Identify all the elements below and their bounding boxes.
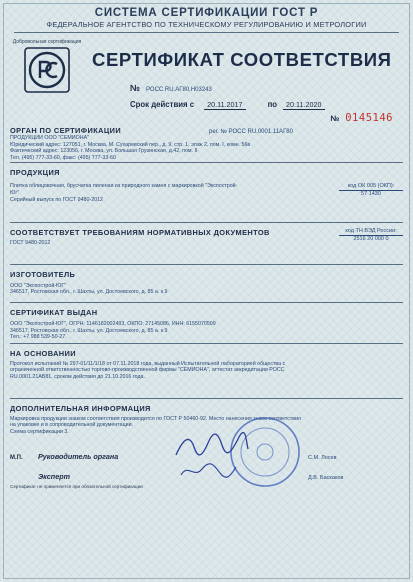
tn-code-block: [339, 228, 403, 242]
tn-label: код ТН ВЭД России:: [339, 228, 403, 236]
product-line: Серийный выпуск по ГОСТ 9480-2012: [10, 196, 103, 203]
manufacturer-line: 346517, Ростовская обл., г. Шахты, ул. Достоевского, д. 85 а. к.9: [10, 289, 168, 296]
basis-line: Протокол испытаний № 297-01/11/1/18 от 07.11.2018 года, выданный Испытательной лабораторией общества с: [10, 360, 286, 367]
additional-title: ДОПОЛНИТЕЛЬНАЯ ИНФОРМАЦИЯ: [10, 403, 151, 413]
basis-section: [10, 349, 403, 399]
issued-line: 346517, Ростовская обл., г. Шахты, ул. Достоевского, д. 85 а. к.9: [10, 327, 168, 334]
expert-label: Эксперт: [38, 472, 70, 482]
serial-label: №: [330, 114, 340, 123]
expert-signature-icon: [178, 461, 238, 481]
logo-caption: Добровольная сертификация: [12, 39, 82, 45]
product-line: Юг": [10, 189, 20, 196]
head-signature-slot: [158, 439, 268, 461]
validity-row: [130, 100, 403, 110]
date-to: 20.11.2020: [283, 100, 324, 110]
divider: [10, 302, 403, 303]
issued-line: Тел.: +7 988 539-50-27.: [10, 334, 67, 341]
divider: [10, 398, 403, 399]
organ-line: Тел. (495) 777-33-60, факс: (495) 777-33-60: [10, 154, 116, 161]
registration-number-row: [130, 83, 403, 93]
validity-label: Срок действия с: [130, 100, 195, 109]
certificate-title: СЕРТИФИКАТ СООТВЕТСТВИЯ: [92, 49, 392, 70]
to-label: по: [267, 100, 278, 109]
normative-doc: ГОСТ 9480-2012: [10, 240, 51, 247]
agency-name: ФЕДЕРАЛЬНОЕ АГЕНТСТВО ПО ТЕХНИЧЕСКОМУ РЕГУЛИРОВАНИЮ И МЕТРОЛОГИИ: [14, 20, 399, 33]
serial-number: 0145146: [345, 112, 393, 124]
product-title: ПРОДУКЦИЯ: [10, 168, 60, 178]
divider: [10, 343, 403, 344]
divider: [10, 222, 403, 223]
head-signature-icon: [172, 431, 252, 461]
additional-line: Схема сертификации 3.: [10, 428, 69, 435]
divider: [10, 264, 403, 265]
normative-section: [10, 228, 403, 265]
manufacturer-title: ИЗГОТОВИТЕЛЬ: [10, 269, 76, 279]
issued-section: [10, 308, 403, 344]
organ-line: Фактический адрес: 123056, г. Москва, ул. Большая Грузинская, д.42, пом. II: [10, 148, 198, 155]
manufacturer-line: ООО "Экспострой-ЮГ": [10, 282, 67, 289]
mp-label: М.П.: [10, 455, 23, 462]
manufacturer-section: [10, 270, 403, 303]
organ-line: ПРОДУКЦИИ ООО "СЕМИОНА": [10, 135, 89, 141]
normative-title: СООТВЕТСТВУЕТ ТРЕБОВАНИЯМ НОРМАТИВНЫХ ДОКУМЕНТОВ: [10, 228, 270, 238]
rst-logo-icon: [24, 47, 70, 93]
organ-title: ОРГАН ПО СЕРТИФИКАЦИИ: [10, 126, 122, 135]
organ-reg: рег. № РОСС RU.0001.11АГ80: [209, 129, 293, 135]
okp-label: код ОК 005 (ОКП):: [339, 183, 403, 191]
expert-signature-row: [10, 467, 403, 481]
organ-section: [10, 126, 403, 163]
head-signature-row: [10, 439, 403, 461]
issued-title: СЕРТИФИКАТ ВЫДАН: [10, 307, 98, 317]
expert-name: Д.В. Баскаков: [308, 475, 344, 482]
basis-line: ограниченной ответственностью торгово-производственной фирмы "СЕМИОНА", аттестат аккредитации РОСС: [10, 367, 285, 374]
basis-line: RU.0001.21АВ81, сроком действия до 21.10.2016 года.: [10, 373, 145, 380]
serial-row: [10, 112, 403, 124]
system-title: СИСТЕМА СЕРТИФИКАЦИИ ГОСТ Р: [94, 7, 319, 19]
expert-signature-slot: [158, 467, 268, 481]
footer-note: Сертификат не применяется при обязательной сертификации: [10, 484, 143, 490]
additional-line: на упаковке и в сопроводительной документации.: [10, 422, 134, 429]
head-name: С.М. Лосев: [308, 455, 337, 462]
product-section: [10, 168, 403, 223]
registration-number: РОСС RU.АГ80.Н03243: [146, 87, 212, 93]
okp-code-block: [339, 183, 403, 197]
additional-line: Маркировка продукции знаком соответствия производится по ГОСТ Р 50460-92. Место нанесения знака соответствия: [10, 415, 301, 422]
divider: [10, 162, 403, 163]
product-line: Плитка облицовочная, брусчатка пиленая из природного камня с маркировкой "Экспострой-: [10, 183, 238, 190]
basis-title: НА ОСНОВАНИИ: [10, 348, 76, 358]
tn-code: 2516 20 000 0: [353, 235, 389, 242]
date-from: 20.11.2017: [204, 100, 245, 110]
logo-block: [10, 39, 84, 93]
organ-line: Юридический адрес: 127051, г. Москва, М. Сухаревский пер., д. 9, стр. 1, этаж 2, пом. I, комн. 56в: [10, 141, 251, 148]
okp-code: 57 1430: [361, 190, 381, 197]
number-label: №: [130, 83, 141, 93]
head-label: Руководитель органа: [38, 452, 119, 462]
issued-line: ООО "Экспострой-ЮГ", ОГРН: 1146182002493, ОКПО: 27145086, ИНН: 6155070509: [10, 320, 216, 327]
